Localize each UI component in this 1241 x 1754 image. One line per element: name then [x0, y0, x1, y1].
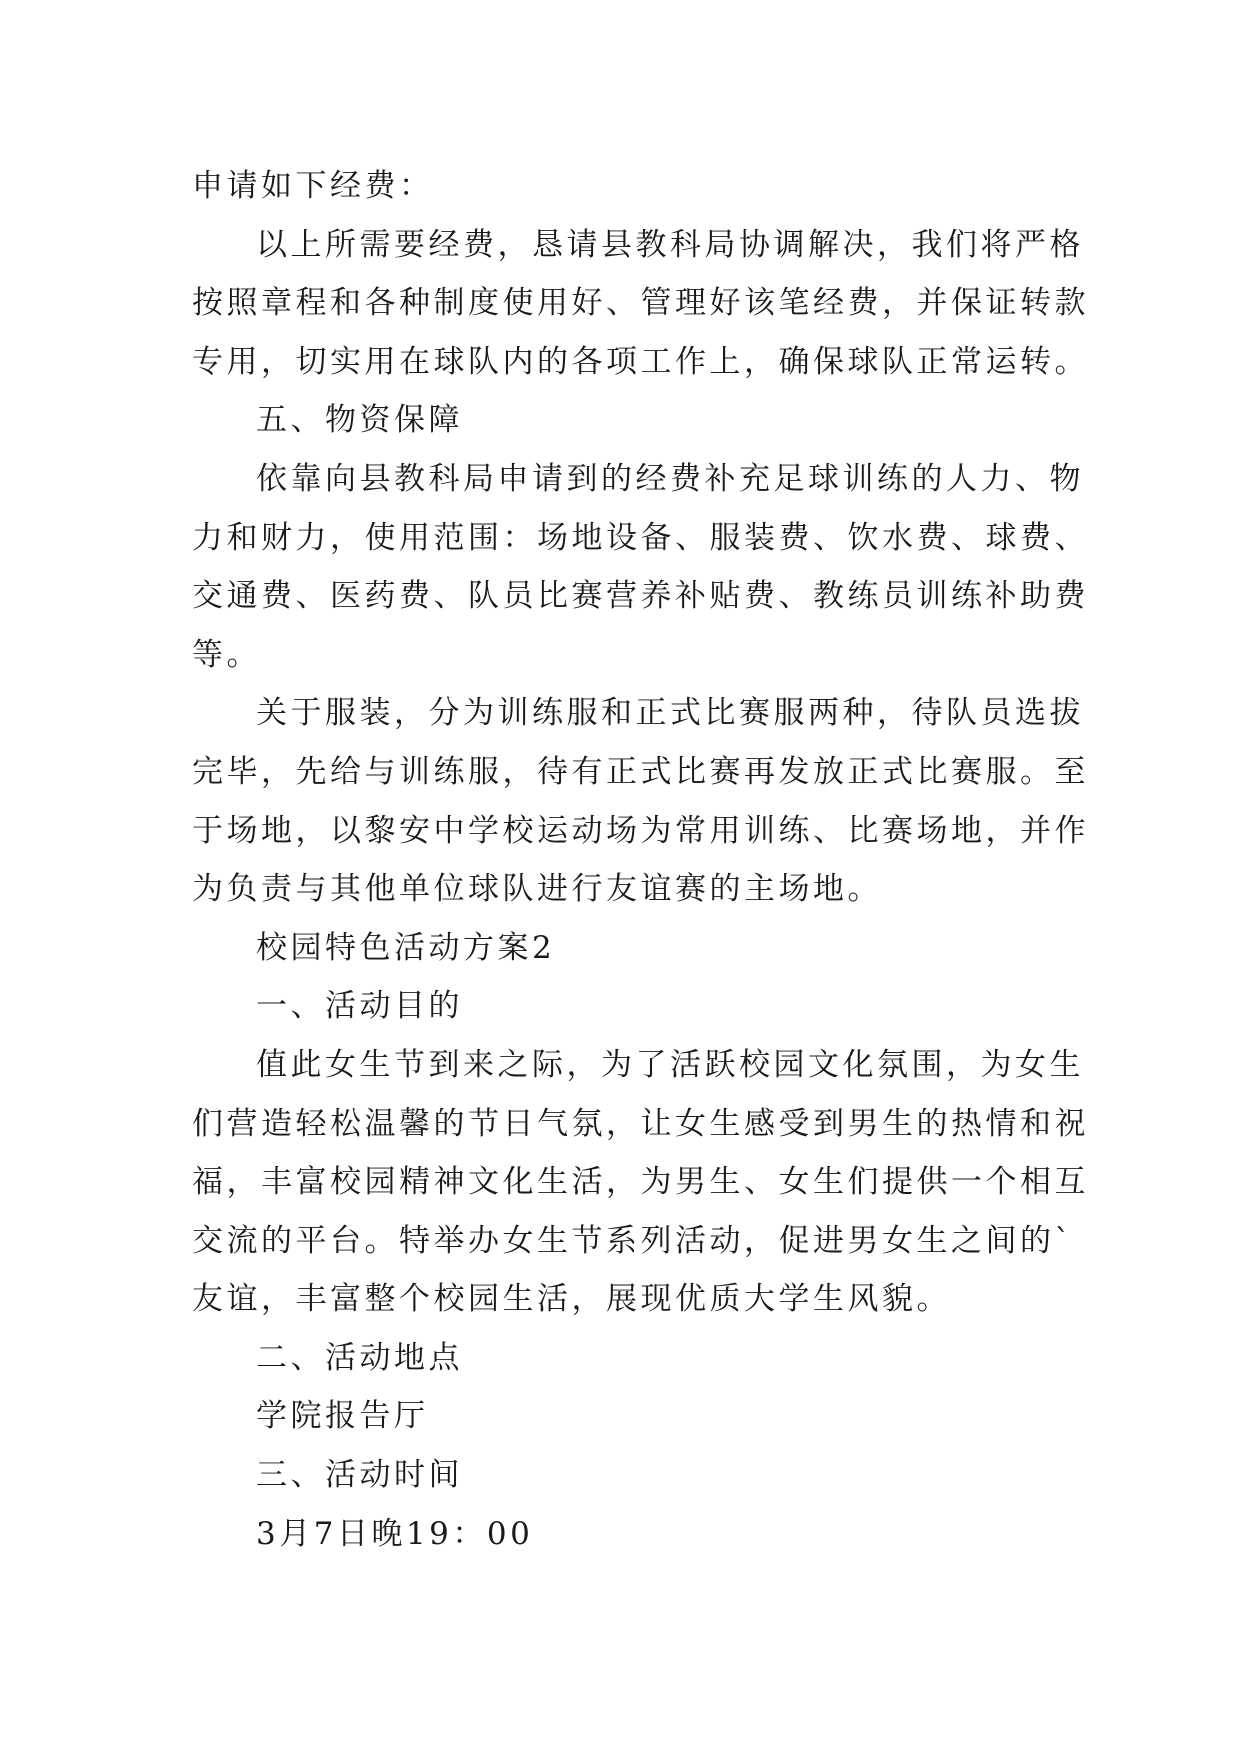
- text-line: 为负责与其他单位球队进行友谊赛的主场地。: [192, 871, 882, 908]
- text-line: 按照章程和各种制度使用好、管理好该笔经费，并保证转款: [192, 285, 1089, 322]
- text-line: 以上所需要经费，恳请县教科局协调解决，我们将严格: [256, 226, 1084, 263]
- document-title: 校园特色活动方案2: [256, 929, 556, 966]
- document-body: [192, 157, 1089, 1563]
- text-line: 于场地，以黎安中学校运动场为常用训练、比赛场地，并作: [192, 812, 1089, 849]
- text-line: 依靠向县教科局申请到的经费补充足球训练的人力、物: [256, 460, 1084, 497]
- text-line: 交流的平台。特举办女生节系列活动，促进男女生之间的`: [192, 1222, 1074, 1259]
- text-line: 交通费、医药费、队员比赛营养补贴费、教练员训练补助费: [192, 578, 1089, 615]
- text-line: 们营造轻松温馨的节日气氛，让女生感受到男生的热情和祝: [192, 1105, 1089, 1142]
- section-heading: 三、活动时间: [256, 1457, 463, 1494]
- text-line: 值此女生节到来之际，为了活跃校园文化氛围，为女生: [256, 1046, 1084, 1083]
- section-heading: 五、物资保障: [256, 402, 463, 439]
- section-heading: 二、活动地点: [256, 1339, 463, 1376]
- text-line: 友谊，丰富整个校园生活，展现优质大学生风貌。: [192, 1281, 951, 1318]
- text-line: 完毕，先给与训练服，待有正式比赛再发放正式比赛服。至: [192, 753, 1089, 790]
- text-line: 学院报告厅: [256, 1398, 429, 1435]
- section-heading: 一、活动目的: [256, 988, 463, 1025]
- text-line: 申请如下经费：: [192, 168, 434, 204]
- text-line: 3月7日晚19：00: [256, 1515, 534, 1552]
- text-line: 力和财力，使用范围：场地设备、服装费、饮水费、球费、: [192, 519, 1089, 556]
- text-line: 关于服装，分为训练服和正式比赛服两种，待队员选拔: [256, 695, 1084, 732]
- text-line: 福，丰富校园精神文化生活，为男生、女生们提供一个相互: [192, 1164, 1089, 1201]
- text-line: 等。: [192, 636, 261, 673]
- text-line: 专用，切实用在球队内的各项工作上，确保球队正常运转。: [192, 343, 1089, 380]
